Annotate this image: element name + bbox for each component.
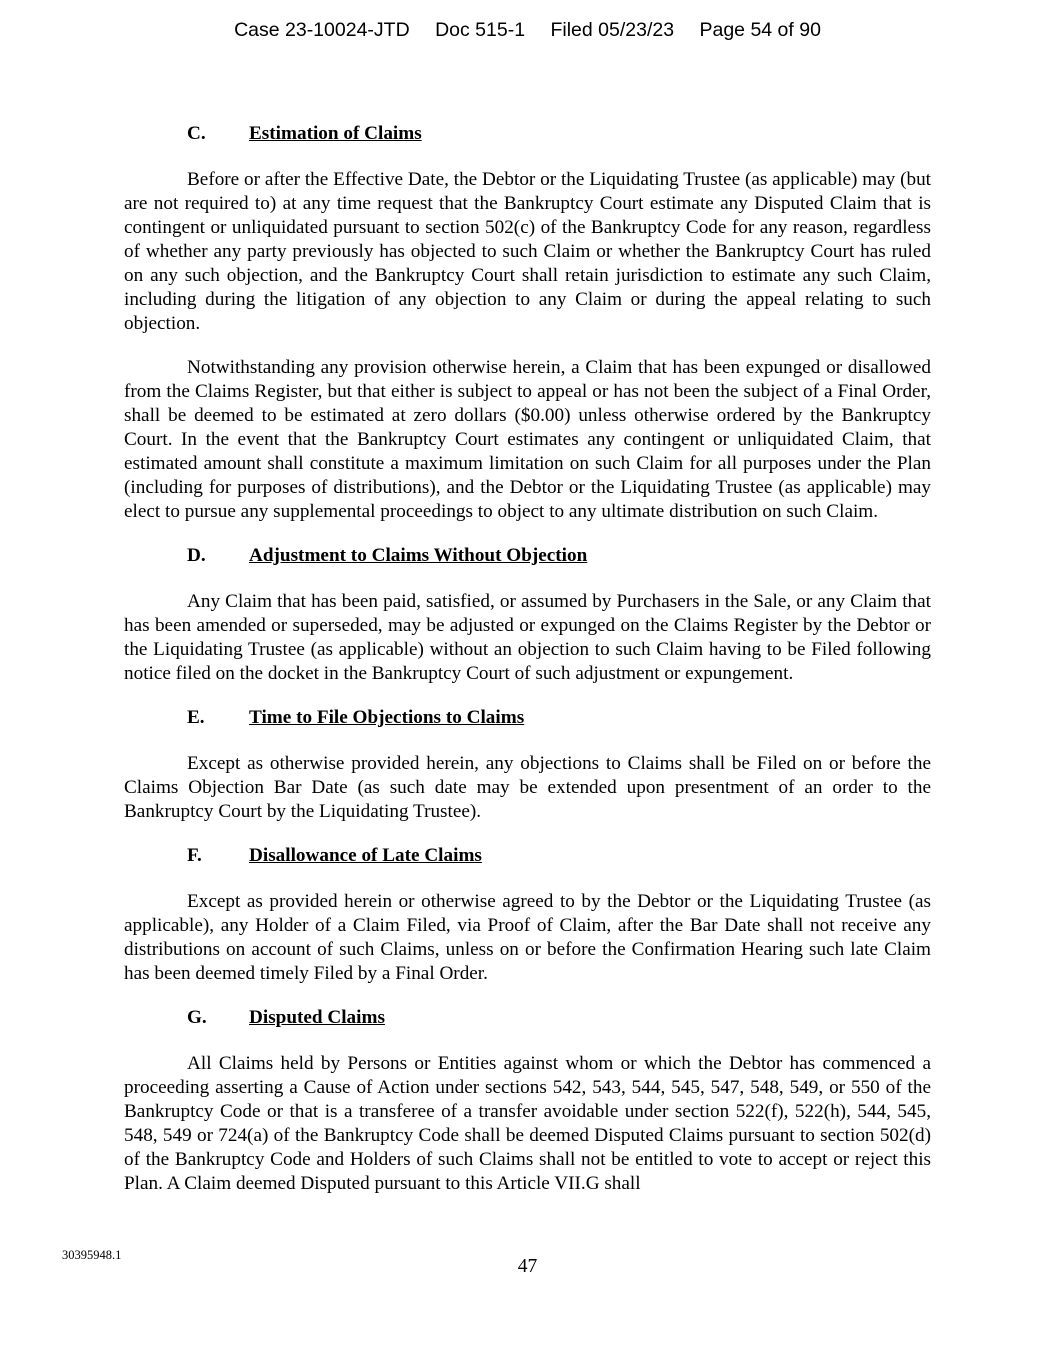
section-title: Time to File Objections to Claims [249, 707, 525, 728]
section-title: Disputed Claims [249, 1007, 385, 1028]
case-number: Case 23-10024-JTD [234, 19, 410, 41]
section-letter: G. [187, 1007, 207, 1028]
paragraph: All Claims held by Persons or Entities against whom or which the Debtor has commenced a proceeding asserting a Cause of Action under sections 542, 543, 544, 545, 547, 548, 549, or 550 of the Bankruptcy Code or that is a transferee of a transfer avoidable under section 522(f), 522(h), 544, 545, 548, 549 or 724(a) of the Bankruptcy Code shall be deemed Disputed Claims pursuant to section 502(d) of the Bankruptcy Code and Holders of such Claims shall not be entitled to vote to accept or reject this Plan. A Claim deemed Disputed pursuant to this Article VII.G shall [124, 1053, 931, 1194]
page-number: 47 [517, 1256, 538, 1277]
paragraph: Any Claim that has been paid, satisfied, or assumed by Purchasers in the Sale, or any Claim that has been amended or superseded, may be adjusted or expunged on the Claims Register by the Debtor or the Liquidating Trustee (as applicable) without an objection to such Claim having to be Filed following notice filed on the docket in the Bankruptcy Court of such adjustment or expungement. [124, 591, 931, 684]
paragraph: Except as provided herein or otherwise agreed to by the Debtor or the Liquidating Trustee (as applicable), any Holder of a Claim Filed, via Proof of Claim, after the Bar Date shall not receive any distributions on account of such Claims, unless on or before the Confirmation Hearing such late Claim has been deemed timely Filed by a Final Order. [124, 891, 931, 984]
section-letter: C. [187, 123, 206, 144]
document-id: 30395948.1 [62, 1248, 122, 1262]
document-body [124, 122, 931, 1196]
section-letter: D. [187, 545, 206, 566]
section-letter: E. [187, 707, 205, 728]
section-title: Adjustment to Claims Without Objection [249, 545, 588, 566]
section-heading-g [124, 1006, 931, 1030]
filed-date: Filed 05/23/23 [550, 19, 675, 41]
section-heading-d [124, 544, 931, 568]
paragraph: Before or after the Effective Date, the Debtor or the Liquidating Trustee (as applicable) may (but are not required to) at any time request that the Bankruptcy Court estimate any Disputed Claim that is contingent or unliquidated pursuant to section 502(c) of the Bankruptcy Code for any reason, regardless of whether any party previously has objected to such Claim or whether the Bankruptcy Court has ruled on any such objection, and the Bankruptcy Court shall retain jurisdiction to estimate any such Claim, including during the litigation of any objection to any Claim or during the appeal relating to such objection. [124, 169, 931, 334]
paragraph: Notwithstanding any provision otherwise herein, a Claim that has been expunged or disallowed from the Claims Register, but that either is subject to appeal or has not been the subject of a Final Order, shall be deemed to be estimated at zero dollars ($0.00) unless otherwise ordered by the Bankruptcy Court. In the event that the Bankruptcy Court estimates any contingent or unliquidated Claim, that estimated amount shall constitute a maximum limitation on such Claim for all purposes under the Plan (including for purposes of distributions), and the Debtor or the Liquidating Trustee (as applicable) may elect to pursue any supplemental proceedings to object to any ultimate distribution on such Claim. [124, 357, 931, 522]
section-title: Disallowance of Late Claims [249, 845, 482, 866]
section-heading-c [124, 122, 931, 146]
paragraph: Except as otherwise provided herein, any objections to Claims shall be Filed on or before the Claims Objection Bar Date (as such date may be extended upon presentment of an order to the Bankruptcy Court by the Liquidating Trustee). [124, 753, 931, 822]
section-letter: F. [187, 845, 202, 866]
section-title: Estimation of Claims [249, 123, 422, 144]
filing-header [0, 19, 1055, 42]
page-indicator: Page 54 of 90 [699, 19, 821, 41]
section-heading-f [124, 844, 931, 868]
doc-number: Doc 515-1 [435, 19, 526, 41]
section-heading-e [124, 706, 931, 730]
